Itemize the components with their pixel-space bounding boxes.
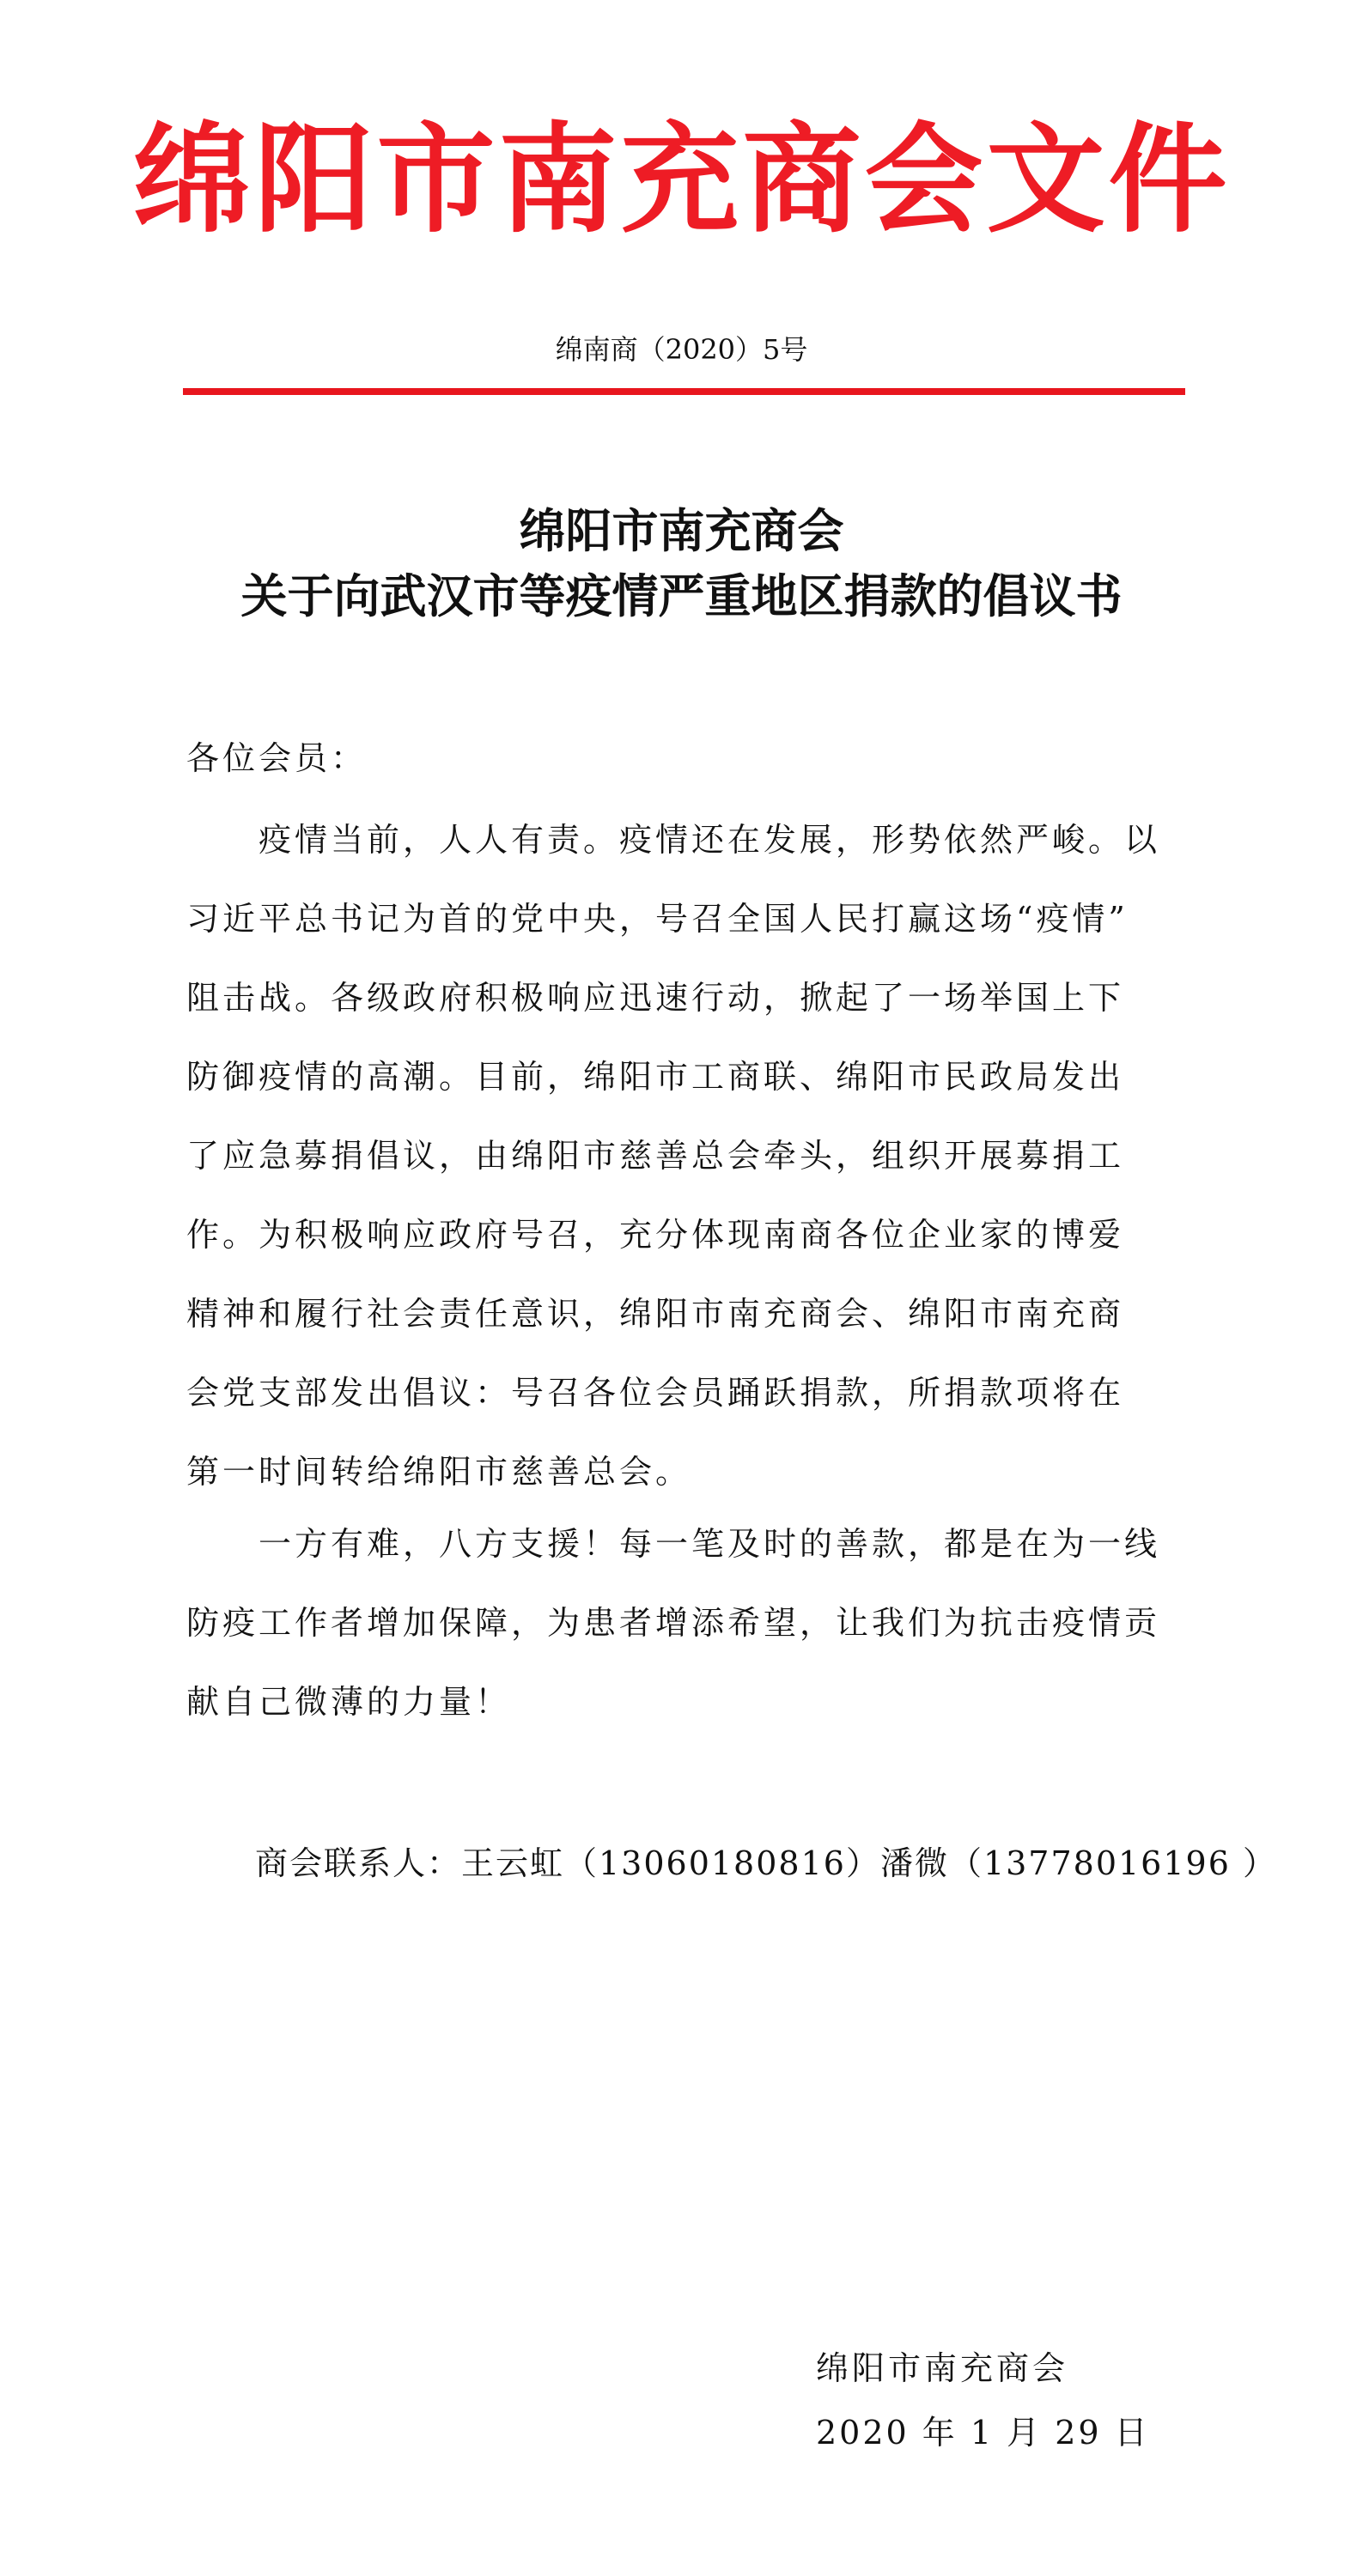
- paragraph-line: 作。为积极响应政府号召，充分体现南商各位企业家的博爱: [186, 1216, 1125, 1254]
- document-number: 绵南商（2020）5号: [555, 333, 808, 366]
- document-header-title: 绵阳市南充商会文件: [132, 111, 1231, 249]
- paragraph-line: 防御疫情的高潮。目前，绵阳市工商联、绵阳市民政局发出: [186, 1058, 1125, 1096]
- red-divider-rule: [183, 388, 1185, 395]
- paragraph-line: 献自己微薄的力量！: [186, 1683, 512, 1721]
- paragraph-line: 精神和履行社会责任意识，绵阳市南充商会、绵阳市南充商: [186, 1295, 1125, 1333]
- paragraph-line: 习近平总书记为首的党中央，号召全国人民打赢这场“疫情”: [186, 900, 1129, 938]
- contact-persons: 商会联系人：王云虹（13060180816）潘微（13778016196 ）: [255, 1844, 1277, 1882]
- subject-line-2: 关于向武汉市等疫情严重地区捐款的倡议书: [240, 568, 1123, 623]
- subject-line-1: 绵阳市南充商会: [519, 503, 844, 558]
- body-paragraph-1: [186, 800, 1183, 1511]
- signature-date: 2020 年 1 月 29 日: [816, 2414, 1150, 2451]
- signature-organization: 绵阳市南充商会: [816, 2349, 1069, 2387]
- salutation: 各位会员：: [186, 739, 368, 777]
- paragraph-line: 第一时间转给绵阳市慈善总会。: [186, 1453, 692, 1491]
- subject-heading: [0, 498, 1363, 629]
- paragraph-line: 会党支部发出倡议：号召各位会员踊跃捐款，所捐款项将在: [186, 1374, 1125, 1412]
- paragraph-line: 疫情当前，人人有责。疫情还在发展，形势依然严峻。以: [186, 821, 1161, 859]
- body-paragraph-2: [186, 1504, 1183, 1741]
- paragraph-line: 阻击战。各级政府积极响应迅速行动，掀起了一场举国上下: [186, 979, 1125, 1017]
- paragraph-line: 防疫工作者增加保障，为患者增添希望，让我们为抗击疫情贡: [186, 1604, 1161, 1642]
- paragraph-line: 一方有难，八方支援！每一笔及时的善款，都是在为一线: [186, 1525, 1161, 1563]
- paragraph-line: 了应急募捐倡议，由绵阳市慈善总会牵头，组织开展募捐工: [186, 1137, 1125, 1175]
